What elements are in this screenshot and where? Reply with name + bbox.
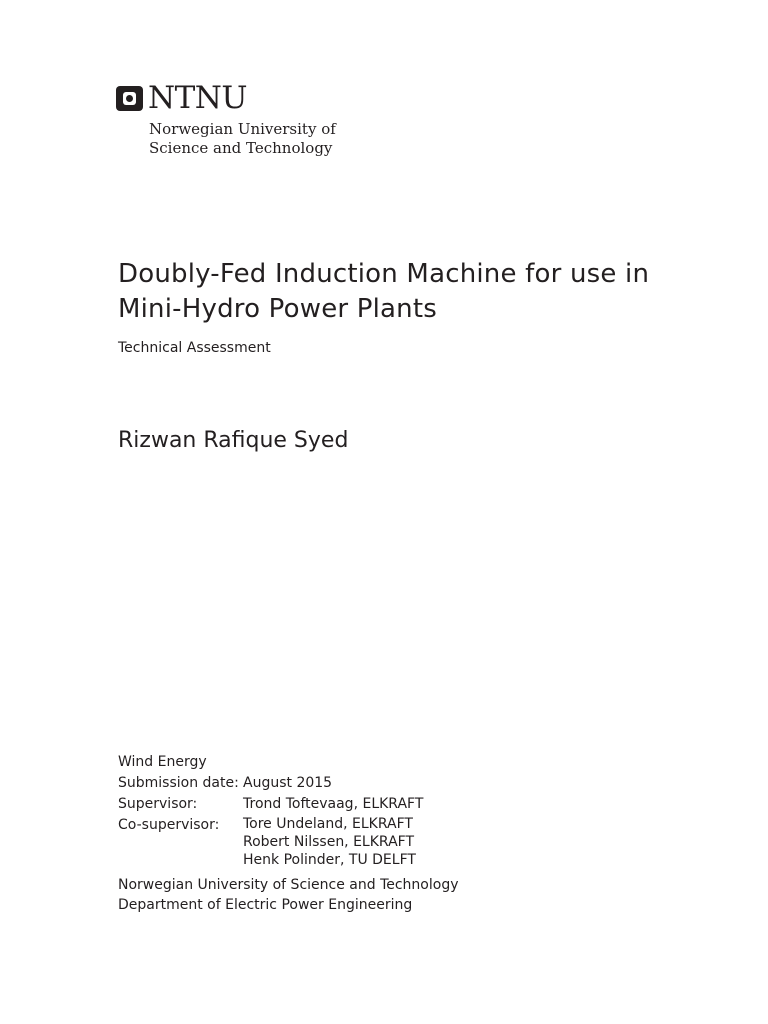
affiliation-university: Norwegian University of Science and Technology — [118, 877, 459, 893]
co-supervisor-row — [118, 815, 423, 869]
affiliation — [118, 875, 458, 915]
supervisor-label: Supervisor: — [118, 796, 198, 812]
programme-name: Wind Energy — [118, 754, 207, 770]
logo-university-line-1: Norwegian University of — [149, 120, 336, 138]
submission-date-row — [118, 773, 423, 793]
co-supervisor-name: Robert Nilssen, ELKRAFT — [243, 834, 415, 850]
logo-wordmark: NTNU — [148, 80, 248, 116]
logo-university-line-2: Science and Technology — [149, 139, 333, 157]
document-subtitle: Technical Assessment — [118, 340, 271, 356]
supervisor-row — [118, 794, 423, 814]
supervisor-value: Trond Toftevaag, ELKRAFT — [243, 796, 424, 812]
author-name: Rizwan Rafique Syed — [118, 428, 349, 453]
document-title: Doubly-Fed Induction Machine for use in Mini-Hydro Power Plants — [118, 259, 650, 324]
co-supervisor-label: Co-supervisor: — [118, 817, 220, 833]
thesis-metadata — [118, 752, 423, 870]
submission-date-value: August 2015 — [243, 775, 333, 791]
co-supervisor-name: Henk Polinder, TU DELFT — [243, 852, 416, 868]
submission-date-label: Submission date: — [118, 775, 239, 791]
co-supervisor-list — [243, 815, 416, 869]
affiliation-department: Department of Electric Power Engineering — [118, 897, 413, 913]
co-supervisor-name: Tore Undeland, ELKRAFT — [243, 816, 413, 832]
programme-row — [118, 752, 423, 772]
ntnu-logo-mark-icon — [116, 86, 143, 111]
